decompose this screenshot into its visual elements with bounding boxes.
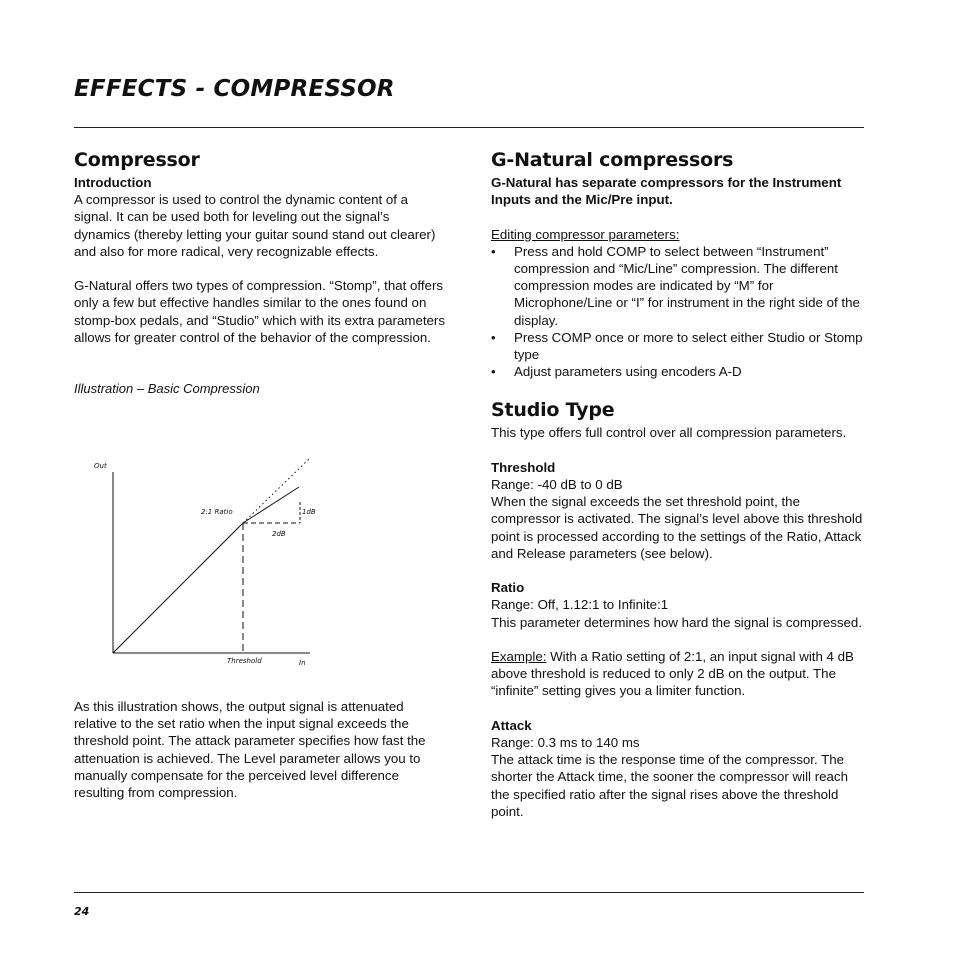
ratio-range: Range: Off, 1.12:1 to Infinite:1 xyxy=(491,597,669,613)
one-db-label: 1dB xyxy=(302,508,316,516)
list-item: • Press and hold COMP to select between “Instrument” compression and “Mic/Line” compression. The different compression modes are indicated by “M” for Microphone/Line or “I” for instrument in the right side of the display. xyxy=(491,243,863,329)
in-label: In xyxy=(299,659,306,667)
left-column-lower xyxy=(74,698,446,801)
threshold-range: Range: -40 dB to 0 dB xyxy=(491,477,623,493)
attack-heading: Attack xyxy=(491,717,532,733)
attack-range: Range: 0.3 ms to 140 ms xyxy=(491,735,640,751)
footer-rule xyxy=(74,892,864,893)
g-natural-compressors-heading: G-Natural compressors xyxy=(491,149,734,171)
threshold-heading: Threshold xyxy=(491,459,556,475)
basic-compression-diagram xyxy=(88,450,328,675)
editing-steps-list xyxy=(491,243,863,381)
studio-type-text: This type offers full control over all compression parameters. xyxy=(491,425,847,441)
example-label: Example: xyxy=(491,649,547,665)
page-title: EFFECTS - COMPRESSOR xyxy=(74,76,395,102)
attack-text: The attack time is the response time of the compressor. The shorter the Attack time, the sooner the compressor will reach the specified ratio after the signal rises above the threshold point. xyxy=(491,752,848,819)
list-item: • Press COMP once or more to select either Studio or Stomp type xyxy=(491,329,863,363)
introduction-label: Introduction xyxy=(74,175,152,190)
studio-type-heading: Studio Type xyxy=(491,399,615,422)
ratio-text: This parameter determines how hard the signal is compressed. xyxy=(491,614,863,630)
illustration-caption: Illustration – Basic Compression xyxy=(74,381,260,397)
two-db-label: 2dB xyxy=(272,530,286,538)
page-number: 24 xyxy=(74,905,90,918)
list-item: • Adjust parameters using encoders A-D xyxy=(491,363,863,380)
introduction-text: A compressor is used to control the dynamic content of a signal. It can be used both for leveling out the signal’s dynamics (thereby letting your guitar sound stand out clearer) and also for more radical, very recognizable effects. xyxy=(74,192,436,259)
compressor-heading: Compressor xyxy=(74,149,200,171)
threshold-label: Threshold xyxy=(227,657,262,665)
ratio-example xyxy=(491,648,863,700)
g-natural-lead-text: G-Natural has separate compressors for the Instrument Inputs and the Mic/Pre input. xyxy=(491,175,842,208)
editing-parameters-label: Editing compressor parameters: xyxy=(491,226,680,242)
example-text: With a Ratio setting of 2:1, an input signal with 4 dB above threshold is reduced to only 2 dB on the output. The “infinite” setting gives you a limiter function. xyxy=(491,649,854,699)
compression-types-text: G-Natural offers two types of compression. “Stomp”, that offers only a few but effective handles similar to the ones found on stomp-box pedals, and “Studio” which with its extra parameters allows for greater control of the behavior of the compression. xyxy=(74,278,446,345)
right-column xyxy=(491,146,863,820)
threshold-text: When the signal exceeds the set threshold point, the compressor is activated. The signal’s level above this threshold point is processed according to the settings of the Ratio, Attack and Release parameters (see below). xyxy=(491,494,863,561)
left-column xyxy=(74,146,446,398)
illustration-explanation-text: As this illustration shows, the output signal is attenuated relative to the set ratio when the input signal exceeds the threshold point. The attack parameter specifies how fast the attenuation is achieved. The Level parameter allows you to manually compensate for the perceived level difference resulting from compression. xyxy=(74,699,426,801)
ratio-label: 2:1 Ratio xyxy=(201,508,233,516)
ratio-heading: Ratio xyxy=(491,580,525,596)
out-label: Out xyxy=(94,462,107,470)
header-rule xyxy=(74,127,864,128)
